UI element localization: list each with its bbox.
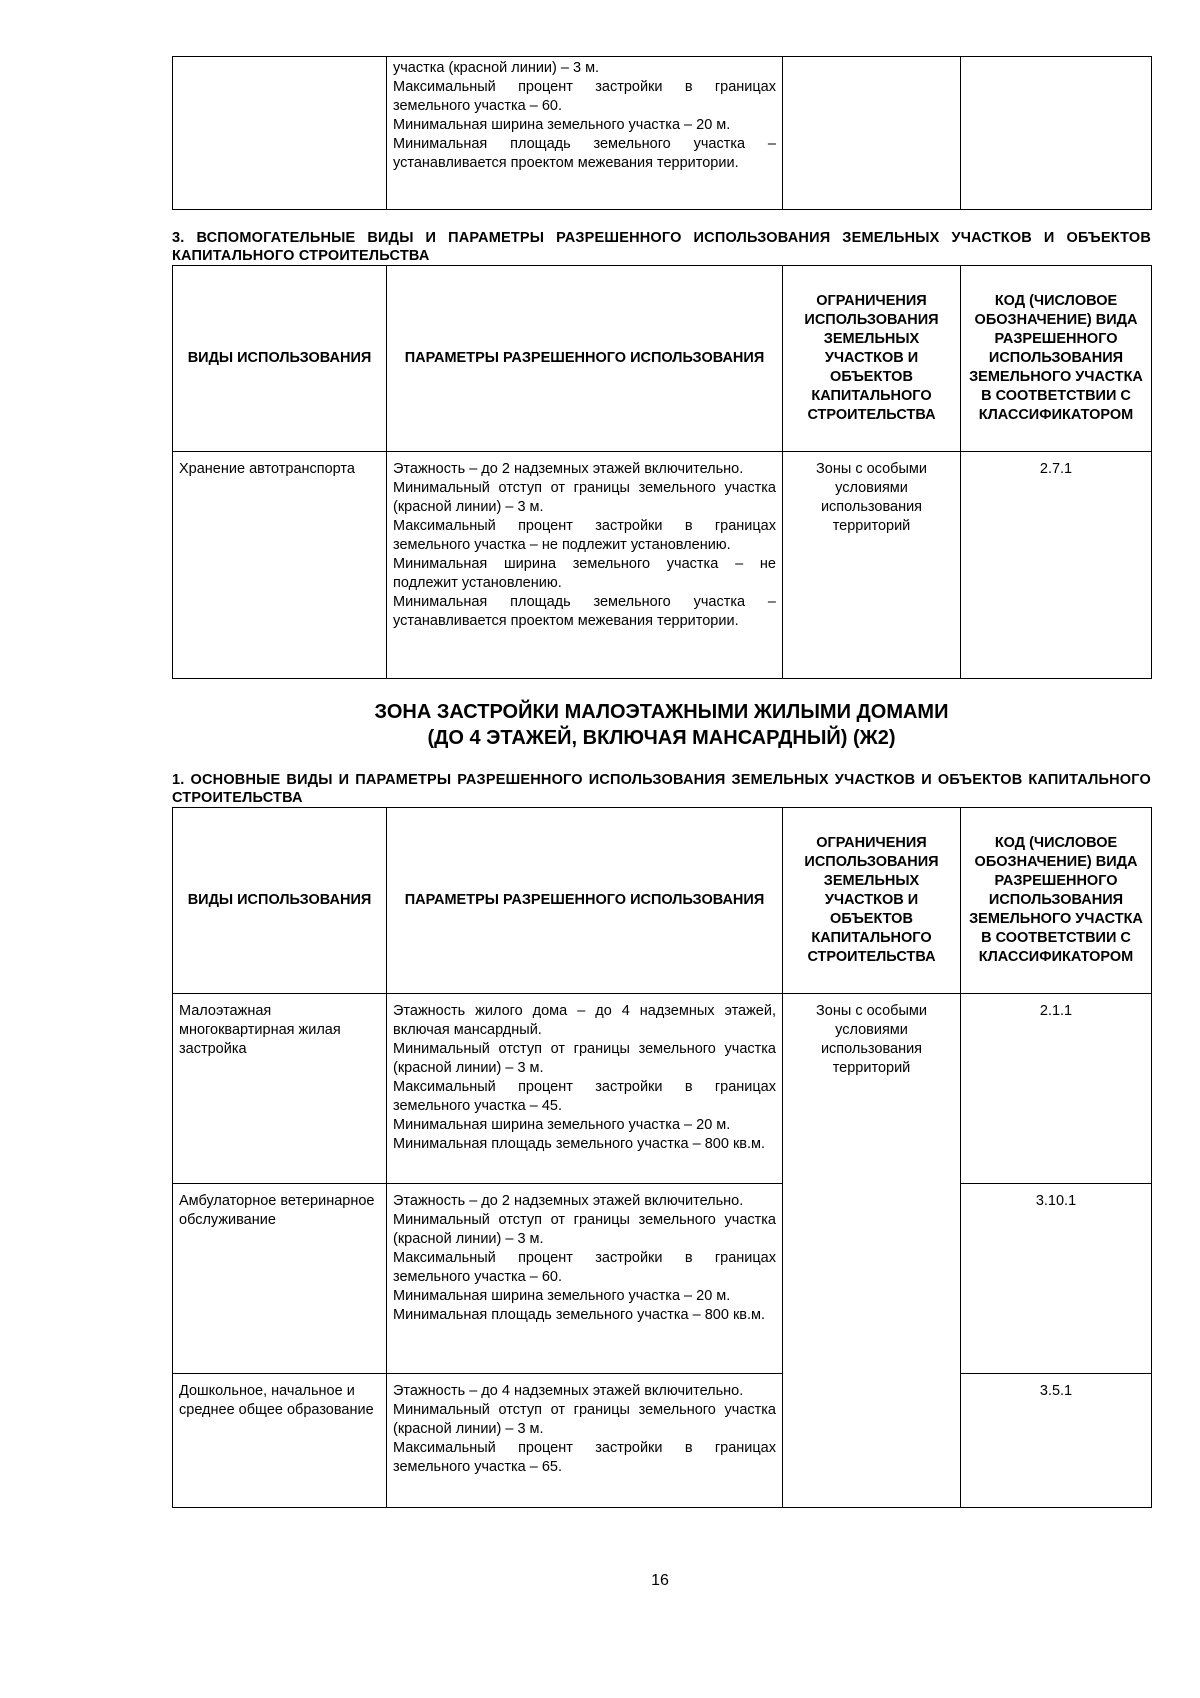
param-line: Максимальный процент застройки в границах земельного участка – 65.	[393, 1440, 776, 1475]
header-code: КОД (ЧИСЛОВОЕ ОБОЗНАЧЕНИЕ) ВИДА РАЗРЕШЕННОГО ИСПОЛЬЗОВАНИЯ ЗЕМЕЛЬНОГО УЧАСТКА В СООТВЕТСТВИИ С КЛАССИФИКАТОРОМ	[961, 266, 1152, 452]
header-restrictions: ОГРАНИЧЕНИЯ ИСПОЛЬЗОВАНИЯ ЗЕМЕЛЬНЫХ УЧАСТКОВ И ОБЪЕКТОВ КАПИТАЛЬНОГО СТРОИТЕЛЬСТВА	[783, 808, 961, 994]
continuation-table	[172, 56, 1152, 210]
code-cell: 2.1.1	[961, 994, 1152, 1184]
restrictions-cell: Зоны с особыми условиями использования территорий	[783, 994, 961, 1508]
table-header-row	[173, 808, 1152, 994]
zone-title	[172, 699, 1151, 751]
section-heading: 3. ВСПОМОГАТЕЛЬНЫЕ ВИДЫ И ПАРАМЕТРЫ РАЗРЕШЕННОГО ИСПОЛЬЗОВАНИЯ ЗЕМЕЛЬНЫХ УЧАСТКОВ И ОБЪЕКТОВ КАПИТАЛЬНОГО СТРОИТЕЛЬСТВА	[172, 230, 1151, 264]
param-line: Минимальная ширина земельного участка – не подлежит установлению.	[393, 556, 776, 591]
param-line: Минимальный отступ от границы земельного участка (красной линии) – 3 м.	[393, 480, 776, 515]
param-line: Этажность – до 2 надземных этажей включительно.	[393, 1193, 744, 1209]
header-use: ВИДЫ ИСПОЛЬЗОВАНИЯ	[173, 266, 387, 452]
param-line: Максимальный процент застройки в границах земельного участка – 60.	[393, 1250, 776, 1285]
code-cell: 3.10.1	[961, 1184, 1152, 1374]
zone-title-line1: ЗОНА ЗАСТРОЙКИ МАЛОЭТАЖНЫМИ ЖИЛЫМИ ДОМАМИ	[374, 701, 949, 723]
table-row	[173, 57, 1152, 210]
param-line: Максимальный процент застройки в границах земельного участка – не подлежит установлению.	[393, 518, 776, 553]
section-heading: 1. ОСНОВНЫЕ ВИДЫ И ПАРАМЕТРЫ РАЗРЕШЕННОГО ИСПОЛЬЗОВАНИЯ ЗЕМЕЛЬНЫХ УЧАСТКОВ И ОБЪЕКТОВ КАПИТАЛЬНОГО СТРОИТЕЛЬСТВА	[172, 772, 1151, 806]
header-params: ПАРАМЕТРЫ РАЗРЕШЕННОГО ИСПОЛЬЗОВАНИЯ	[387, 808, 783, 994]
code-cell: 2.7.1	[961, 452, 1152, 679]
param-line: Этажность – до 4 надземных этажей включительно.	[393, 1383, 744, 1399]
params-cell	[387, 57, 783, 210]
table-row	[173, 994, 1152, 1184]
code-cell: 3.5.1	[961, 1374, 1152, 1508]
use-cell: Амбулаторное ветеринарное обслуживание	[173, 1184, 387, 1374]
use-cell: Дошкольное, начальное и среднее общее образование	[173, 1374, 387, 1508]
param-line: Минимальная площадь земельного участка – 800 кв.м.	[393, 1136, 766, 1152]
params-cell	[387, 1374, 783, 1508]
params-cell	[387, 994, 783, 1184]
params-cell	[387, 452, 783, 679]
param-line: участка (красной линии) – 3 м.	[393, 60, 600, 76]
table-row	[173, 1184, 1152, 1374]
restrictions-cell	[783, 57, 961, 210]
zone-title-line2: (ДО 4 ЭТАЖЕЙ, ВКЛЮЧАЯ МАНСАРДНЫЙ) (Ж2)	[427, 727, 896, 749]
param-line: Минимальная ширина земельного участка – 20 м.	[393, 117, 731, 133]
use-cell: Малоэтажная многоквартирная жилая застройка	[173, 994, 387, 1184]
table-header-row	[173, 266, 1152, 452]
use-cell	[173, 57, 387, 210]
param-line: Минимальная ширина земельного участка – 20 м.	[393, 1117, 731, 1133]
param-line: Минимальный отступ от границы земельного участка (красной линии) – 3 м.	[393, 1212, 776, 1247]
auxiliary-uses-table	[172, 265, 1152, 679]
restrictions-cell: Зоны с особыми условиями использования территорий	[783, 452, 961, 679]
table-row	[173, 452, 1152, 679]
param-line: Минимальная ширина земельного участка – 20 м.	[393, 1288, 731, 1304]
header-params: ПАРАМЕТРЫ РАЗРЕШЕННОГО ИСПОЛЬЗОВАНИЯ	[387, 266, 783, 452]
use-cell: Хранение автотранспорта	[173, 452, 387, 679]
param-line: Минимальный отступ от границы земельного участка (красной линии) – 3 м.	[393, 1041, 776, 1076]
main-uses-table	[172, 807, 1152, 1508]
param-line: Этажность – до 2 надземных этажей включительно.	[393, 461, 744, 477]
param-line: Минимальная площадь земельного участка – устанавливается проектом межевания территории.	[393, 594, 776, 629]
param-line: Максимальный процент застройки в границах земельного участка – 60.	[393, 79, 776, 114]
header-code: КОД (ЧИСЛОВОЕ ОБОЗНАЧЕНИЕ) ВИДА РАЗРЕШЕННОГО ИСПОЛЬЗОВАНИЯ ЗЕМЕЛЬНОГО УЧАСТКА В СООТВЕТСТВИИ С КЛАССИФИКАТОРОМ	[961, 808, 1152, 994]
params-cell	[387, 1184, 783, 1374]
header-use: ВИДЫ ИСПОЛЬЗОВАНИЯ	[173, 808, 387, 994]
header-restrictions: ОГРАНИЧЕНИЯ ИСПОЛЬЗОВАНИЯ ЗЕМЕЛЬНЫХ УЧАСТКОВ И ОБЪЕКТОВ КАПИТАЛЬНОГО СТРОИТЕЛЬСТВА	[783, 266, 961, 452]
param-line: Минимальная площадь земельного участка – устанавливается проектом межевания территории.	[393, 136, 776, 171]
document-page	[172, 56, 1151, 1508]
param-line: Минимальный отступ от границы земельного участка (красной линии) – 3 м.	[393, 1402, 776, 1437]
param-line: Минимальная площадь земельного участка – 800 кв.м.	[393, 1307, 766, 1323]
param-line: Этажность жилого дома – до 4 надземных этажей, включая мансардный.	[393, 1003, 776, 1038]
table-row	[173, 1374, 1152, 1508]
code-cell	[961, 57, 1152, 210]
page-number: 16	[651, 1572, 669, 1589]
param-line: Максимальный процент застройки в границах земельного участка – 45.	[393, 1079, 776, 1114]
